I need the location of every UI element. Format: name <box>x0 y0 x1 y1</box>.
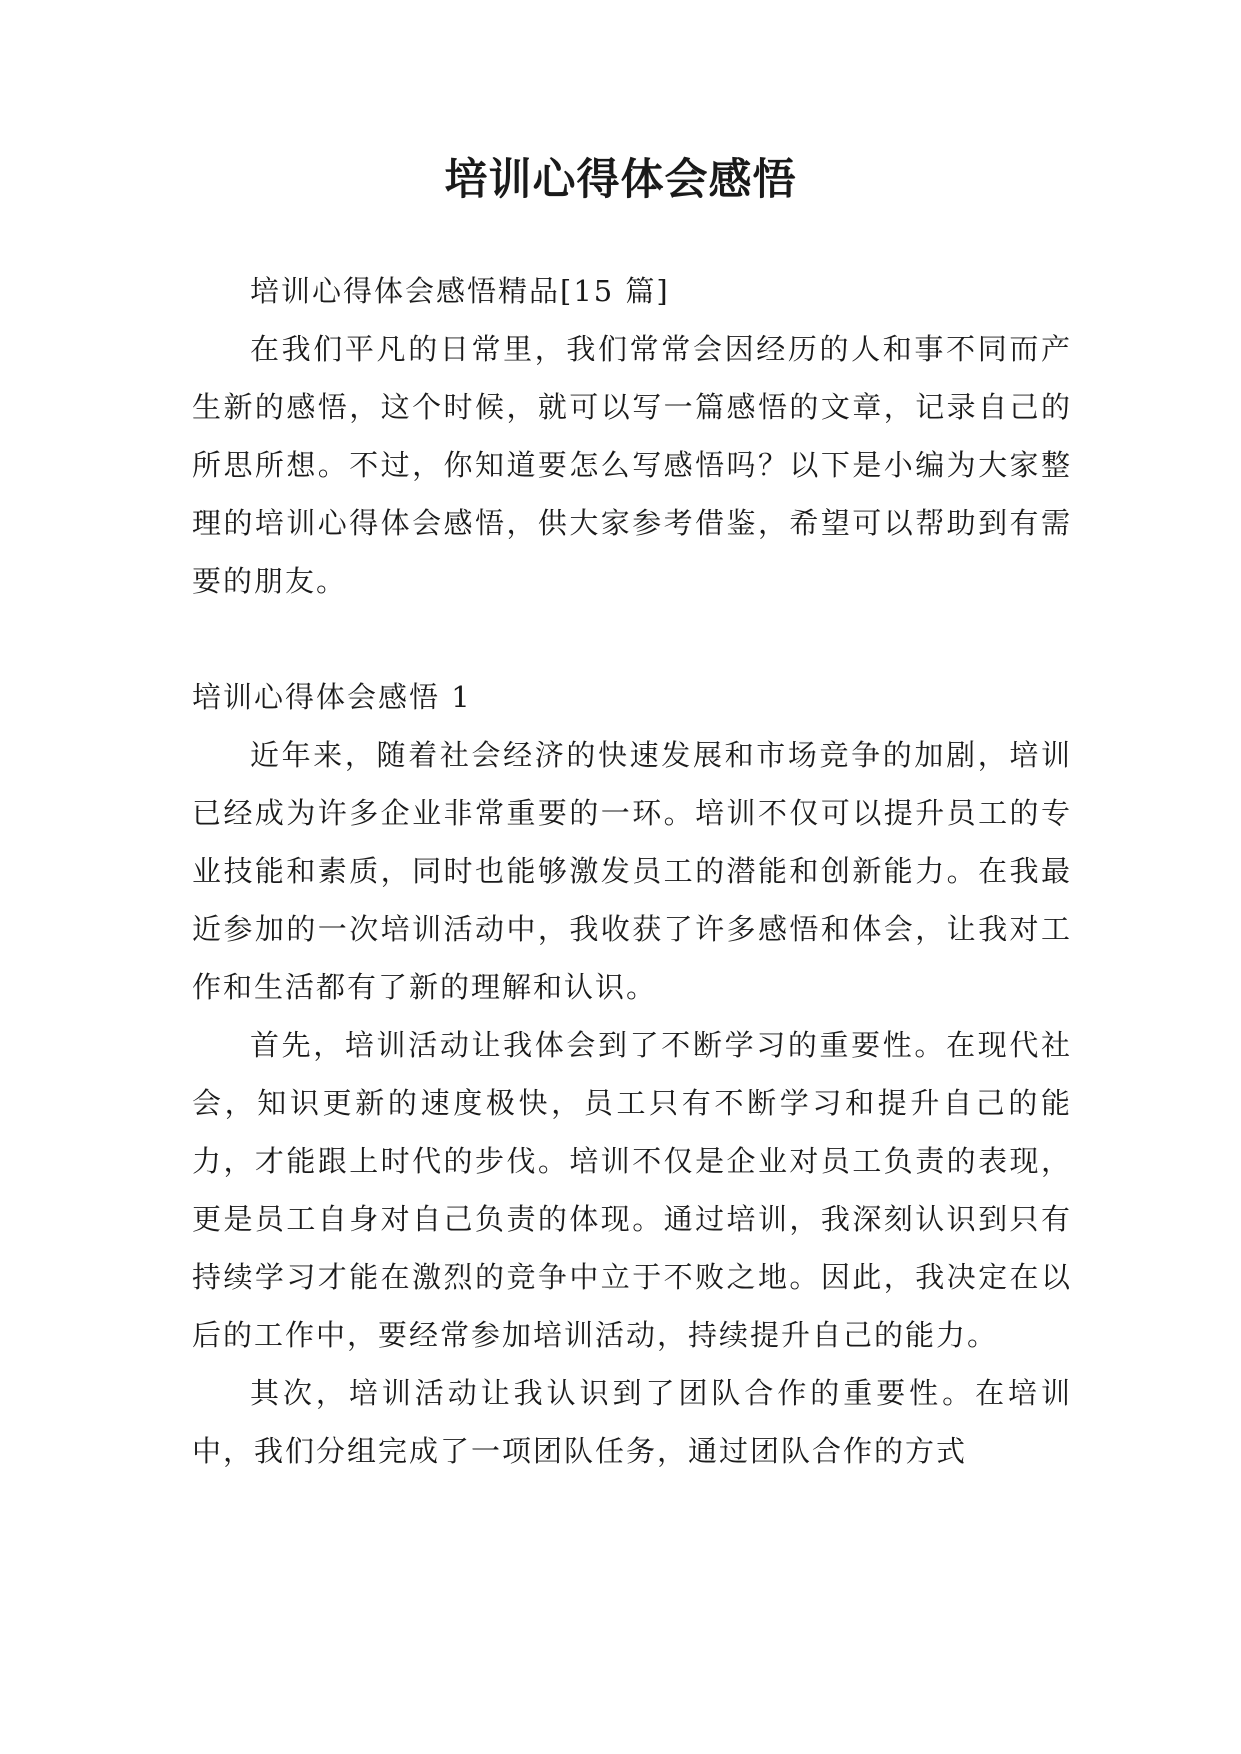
document-title: 培训心得体会感悟 <box>444 155 797 205</box>
section-paragraph-3: 其次，培训活动让我认识到了团队合作的重要性。在培训中，我们分组完成了一项团队任务，通过团队合作的方式 <box>192 1376 1072 1468</box>
section-heading: 培训心得体会感悟 1 <box>192 680 472 714</box>
document-body <box>192 262 1072 1480</box>
section-paragraph-1: 近年来，随着社会经济的快速发展和市场竞争的加剧，培训已经成为许多企业非常重要的一环。培训不仅可以提升员工的专业技能和素质，同时也能够激发员工的潜能和创新能力。在我最近参加的一次培训活动中，我收获了许多感悟和体会，让我对工作和生活都有了新的理解和认识。 <box>192 738 1072 1004</box>
intro-paragraph: 在我们平凡的日常里，我们常常会因经历的人和事不同而产生新的感悟，这个时候，就可以写一篇感悟的文章，记录自己的所思所想。不过，你知道要怎么写感悟吗？以下是小编为大家整理的培训心得体会感悟，供大家参考借鉴，希望可以帮助到有需要的朋友。 <box>192 332 1072 598</box>
document-subtitle: 培训心得体会感悟精品[15 篇] <box>250 274 670 308</box>
section-paragraph-2: 首先，培训活动让我体会到了不断学习的重要性。在现代社会，知识更新的速度极快，员工只有不断学习和提升自己的能力，才能跟上时代的步伐。培训不仅是企业对员工负责的表现，更是员工自身对自己负责的体现。通过培训，我深刻认识到只有持续学习才能在激烈的竞争中立于不败之地。因此，我决定在以后的工作中，要经常参加培训活动，持续提升自己的能力。 <box>192 1028 1072 1352</box>
